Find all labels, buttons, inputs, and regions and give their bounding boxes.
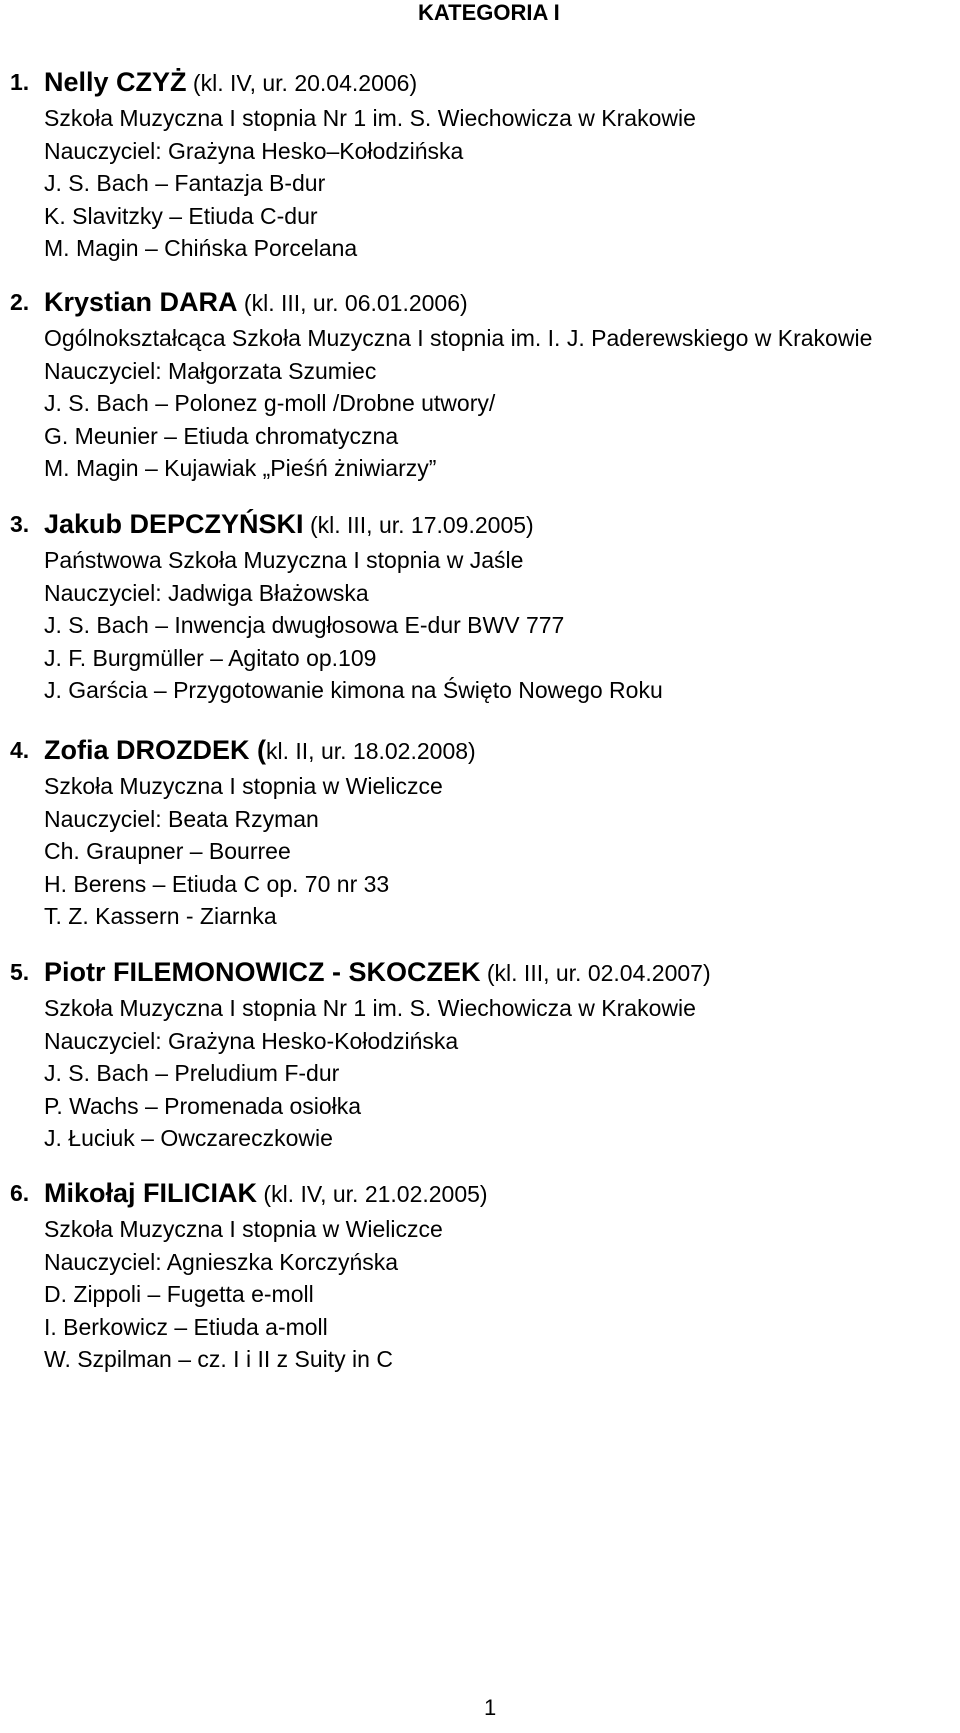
teacher-line: Nauczyciel: Małgorzata Szumiec (44, 357, 377, 384)
repertoire-item: I. Berkowicz – Etiuda a-moll (44, 1313, 328, 1340)
repertoire-item: J. S. Bach – Preludium F-dur (44, 1060, 340, 1086)
repertoire-item: J. S. Bach – Polonez g-moll /Drobne utwory/ (44, 390, 496, 416)
participant-title (0, 504, 960, 544)
category-heading: KATEGORIA I (418, 0, 560, 25)
entry-number: 3. (10, 511, 30, 537)
participant-entry-2 (0, 282, 960, 485)
repertoire-item: Ch. Graupner – Bourree (44, 838, 291, 864)
participant-details: (kl. IV, ur. 21.02.2005) (257, 1181, 488, 1207)
participant-name: Nelly CZYŻ (44, 67, 187, 97)
teacher-line: Nauczyciel: Agnieszka Korczyńska (44, 1248, 399, 1275)
entry-number: 5. (10, 959, 30, 985)
repertoire-item: J. S. Bach – Inwencja dwugłosowa E-dur BWV 777 (44, 612, 565, 638)
teacher-line: Nauczyciel: Jadwiga Błażowska (44, 579, 369, 606)
repertoire-item: J. Garścia – Przygotowanie kimona na Święto Nowego Roku (44, 677, 663, 703)
repertoire-item: M. Magin – Chińska Porcelana (44, 235, 358, 261)
participant-title (0, 282, 960, 322)
participant-details: (kl. III, ur. 06.01.2006) (237, 290, 468, 316)
participant-name: Piotr FILEMONOWICZ - SKOCZEK (44, 957, 481, 987)
participant-details: kl. II, ur. 18.02.2008) (266, 738, 476, 764)
participant-title (0, 62, 960, 102)
participant-details: (kl. III, ur. 17.09.2005) (303, 512, 534, 538)
repertoire-item: H. Berens – Etiuda C op. 70 nr 33 (44, 870, 390, 897)
entry-number: 1. (10, 69, 30, 95)
entry-number: 2. (10, 289, 30, 315)
entry-number: 6. (10, 1180, 30, 1206)
participant-title (0, 730, 960, 770)
repertoire-item: D. Zippoli – Fugetta e-moll (44, 1281, 314, 1307)
repertoire-item: J. S. Bach – Fantazja B-dur (44, 170, 326, 196)
school-line: Szkoła Muzyczna I stopnia w Wieliczce (44, 773, 443, 799)
school-line: Państwowa Szkoła Muzyczna I stopnia w Jaśle (44, 547, 524, 573)
participant-entry-4 (0, 730, 960, 933)
school-line: Szkoła Muzyczna I stopnia w Wieliczce (44, 1216, 443, 1242)
participant-entry-3 (0, 504, 960, 707)
participant-name: Krystian DARA (44, 287, 238, 317)
participant-details: (kl. III, ur. 02.04.2007) (480, 960, 711, 986)
participant-entry-1 (0, 62, 960, 265)
school-line: Ogólnokształcąca Szkoła Muzyczna I stopnia im. I. J. Paderewskiego w Krakowie (44, 325, 873, 351)
participant-details: (kl. IV, ur. 20.04.2006) (186, 70, 418, 96)
participant-title (0, 1173, 960, 1213)
repertoire-item: W. Szpilman – cz. I i II z Suity in C (44, 1346, 393, 1372)
participant-title (0, 952, 960, 992)
teacher-line: Nauczyciel: Grażyna Hesko–Kołodzińska (44, 137, 464, 164)
participant-entry-6 (0, 1173, 960, 1376)
participant-name: Mikołaj FILICIAK (44, 1178, 258, 1208)
school-line: Szkoła Muzyczna I stopnia Nr 1 im. S. Wiechowicza w Krakowie (44, 105, 696, 131)
repertoire-item: T. Z. Kassern - Ziarnka (44, 903, 277, 929)
repertoire-item: G. Meunier – Etiuda chromatyczna (44, 422, 399, 449)
teacher-line: Nauczyciel: Grażyna Hesko-Kołodzińska (44, 1027, 459, 1054)
repertoire-item: J. Łuciuk – Owczareczkowie (44, 1125, 333, 1151)
participant-name: Zofia DROZDEK ( (44, 735, 266, 765)
repertoire-item: J. F. Burgmüller – Agitato op.109 (44, 644, 377, 671)
entry-number: 4. (10, 737, 30, 763)
repertoire-item: P. Wachs – Promenada osiołka (44, 1092, 362, 1119)
participant-entry-5 (0, 952, 960, 1155)
page-number: 1 (484, 1695, 497, 1720)
participant-name: Jakub DEPCZYŃSKI (44, 509, 304, 539)
teacher-line: Nauczyciel: Beata Rzyman (44, 805, 319, 832)
repertoire-item: K. Slavitzky – Etiuda C-dur (44, 202, 318, 229)
repertoire-item: M. Magin – Kujawiak „Pieśń żniwiarzy” (44, 455, 437, 481)
school-line: Szkoła Muzyczna I stopnia Nr 1 im. S. Wiechowicza w Krakowie (44, 995, 696, 1021)
